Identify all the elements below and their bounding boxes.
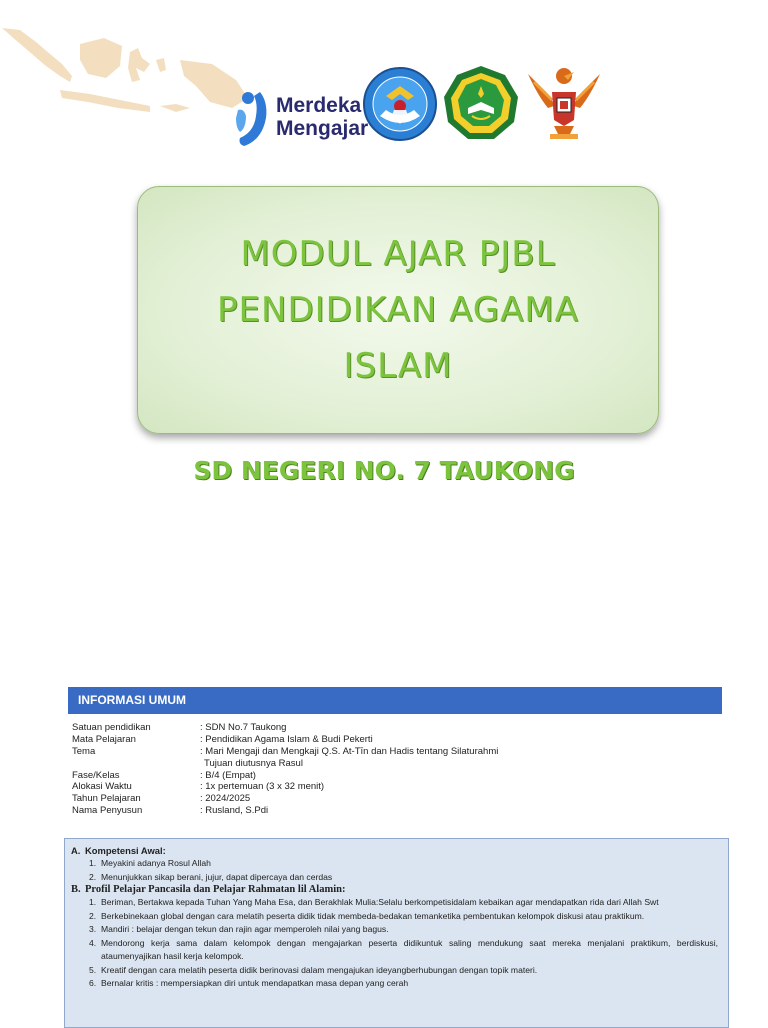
info-heading: INFORMASI UMUM — [68, 687, 722, 714]
info-value: : Rusland, S.Pdi — [200, 805, 269, 817]
title-line-2: PENDIDIKAN AGAMA — [217, 290, 579, 330]
garuda-pancasila-icon — [524, 62, 604, 142]
list-item: 2. Berkebinekaan global dengan cara melatih peserta didik tidak membeda-bedakan temanketika pembentukan kelompok diskusi atau praktikum. — [89, 910, 645, 921]
section-a-letter: A. — [71, 845, 81, 856]
competency-box — [64, 838, 729, 1028]
info-value: : SDN No.7 Taukong — [200, 722, 287, 733]
list-item: 3. Mandiri : belajar dengan tekun dan rajin agar memperoleh nilai yang bagus. — [89, 924, 389, 934]
section-b-heading — [71, 884, 718, 896]
info-value: : Mari Mengaji dan Mengkaji Q.S. At-Tīn dan Hadis tentang Silaturahmi — [200, 745, 499, 757]
merdeka-mengajar-mark-icon — [234, 88, 274, 148]
list-item: 1. Beriman, Bertakwa kepada Tuhan Yang Maha Esa, dan Berakhlak Mulia:Selalu berkompetisidalam kebaikan agar mendapatkan rida dari Allah Swt — [89, 897, 659, 907]
list-item: 5. Kreatif dengan cara melatih peserta didik berinovasi dalam mengajukan ideyangberhubungan dengan topik materi. — [89, 964, 538, 975]
section-b-title: Profil Pelajar Pancasila dan Pelajar Rahmatan lil Alamin: — [85, 884, 346, 895]
brand-line-1: Merdeka — [276, 94, 362, 117]
merdeka-mengajar-text — [276, 94, 368, 140]
info-value: : B/4 (Empat) — [200, 769, 256, 781]
info-label: Mata Pelajaran — [72, 733, 136, 745]
info-label: Tema — [72, 745, 96, 757]
info-value: : 2024/2025 — [200, 793, 251, 805]
tut-wuri-handayani-icon — [362, 66, 438, 142]
title-box — [137, 186, 659, 434]
school-name: SD NEGERI NO. 7 TAUKONG — [193, 456, 575, 485]
info-label: Fase/Kelas — [72, 769, 120, 781]
list-item: 6. Bernalar kritis : mempersiapkan diri untuk mendapatkan masa depan yang cerah — [89, 978, 409, 988]
indonesia-map-icon — [0, 20, 260, 130]
header — [0, 0, 768, 160]
info-label: Satuan pendidikan — [72, 722, 151, 733]
list-item: 2. Menunjukkan sikap berani, jujur, dapat dipercaya dan cerdas — [89, 871, 333, 882]
title-line-3: ISLAM — [343, 346, 453, 386]
title-line-1: MODUL AJAR PJBL — [240, 234, 556, 274]
section-b-letter: B. — [71, 884, 81, 895]
info-value: : 1x pertemuan (3 x 32 menit) — [200, 781, 325, 793]
section-a-title: Kompetensi Awal: — [85, 845, 166, 856]
info-value-continued: Tujuan diutusnya Rasul — [204, 757, 303, 769]
kemenag-icon — [442, 64, 520, 142]
list-item: 1. Meyakini adanya Rosul Allah — [89, 858, 211, 868]
list-item: 4. Mendorong kerja sama dalam kelompok dengan mengajarkan peserta didikuntuk saling mendukung saat mereka menjalani praktikum, berdiskusi, ataumenyajikan hasil kerja kelompok. — [89, 937, 718, 961]
info-label: Alokasi Waktu — [72, 781, 132, 793]
brand-line-2: Mengajar — [276, 117, 369, 140]
merdeka-mengajar-logo — [234, 88, 369, 148]
info-label: Tahun Pelajaran — [72, 793, 141, 805]
info-label: Nama Penyusun — [72, 805, 143, 817]
info-value: : Pendidikan Agama Islam & Budi Pekerti — [200, 733, 373, 745]
section-a-heading — [71, 845, 718, 857]
